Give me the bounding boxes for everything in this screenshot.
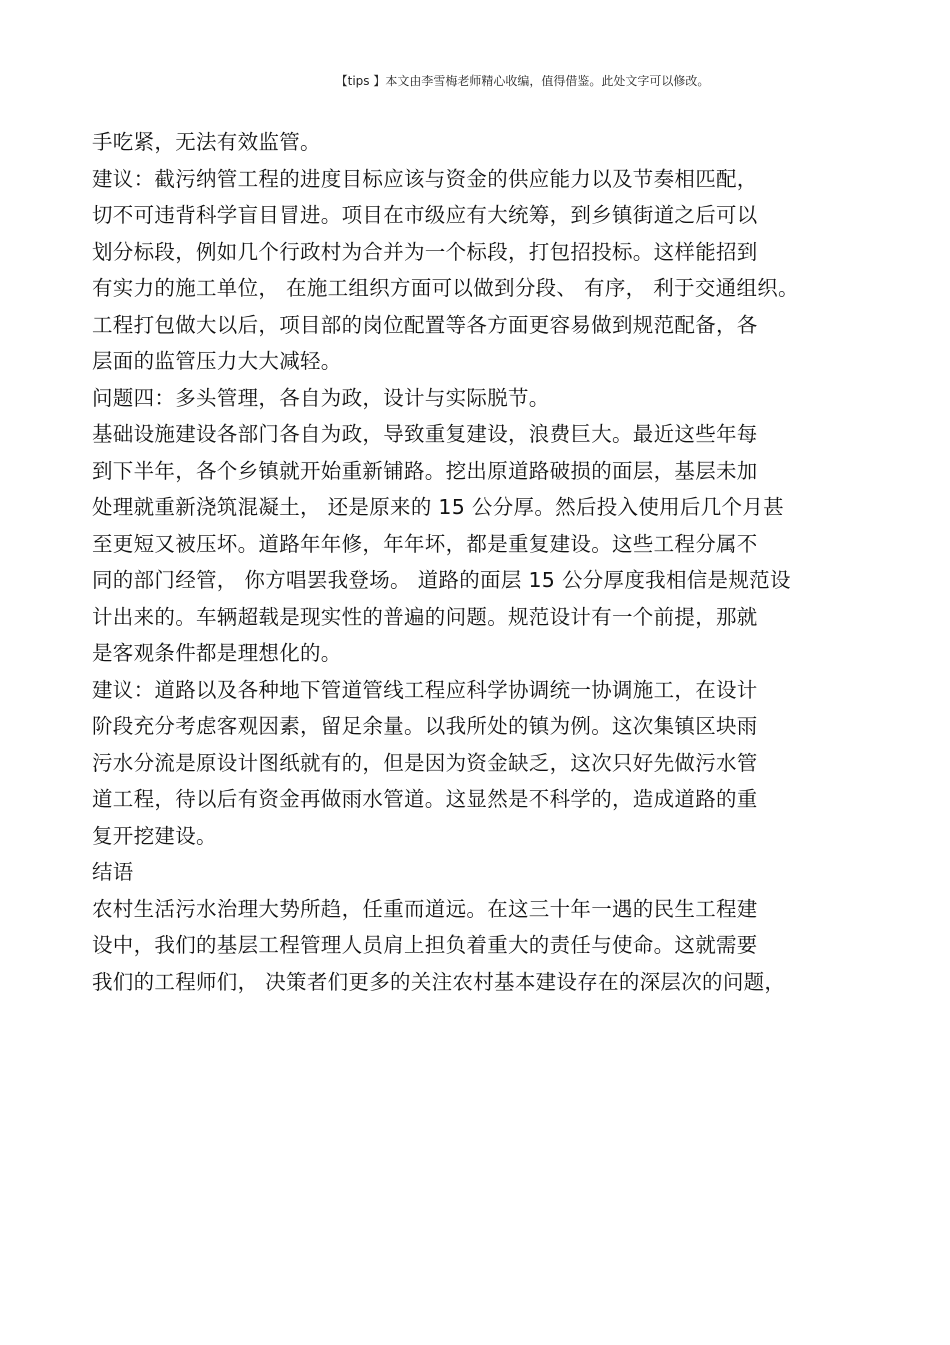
- text-line: 处理就重新浇筑混凝土， 还是原来的 15 公分厚。然后投入使用后几个月甚: [92, 495, 784, 519]
- text-line: 阶段充分考虑客观因素，留足余量。以我所处的镇为例。这次集镇区块雨: [92, 714, 758, 738]
- text-line: 复开挖建设。: [92, 823, 217, 848]
- text-line: 污水分流是原设计图纸就有的，但是因为资金缺乏，这次只好先做污水管: [92, 750, 758, 775]
- text-line: 同的部门经管， 你方唱罢我登场。 道路的面层 15 公分厚度我相信是规范设: [92, 568, 791, 592]
- header-tips-note: 【tips 】本文由李雪梅老师精心收编，值得借鉴。此处文字可以修改。: [335, 74, 710, 88]
- text-line: 计出来的。车辆超载是现实性的普遍的问题。规范设计有一个前提，那就: [92, 604, 758, 629]
- section-heading-problem-four: 问题四：多头管理，各自为政，设计与实际脱节。: [92, 385, 550, 410]
- text-line: 至更短又被压坏。道路年年修，年年坏，都是重复建设。这些工程分属不: [92, 531, 758, 556]
- text-line: 建议：截污纳管工程的进度目标应该与资金的供应能力以及节奏相匹配，: [92, 166, 758, 191]
- text-line: 是客观条件都是理想化的。: [92, 641, 342, 665]
- text-line: 建议：道路以及各种地下管道管线工程应科学协调统一协调施工，在设计: [92, 677, 758, 702]
- text-line: 层面的监管压力大大减轻。: [92, 349, 342, 373]
- text-line: 设中，我们的基层工程管理人员肩上担负着重大的责任与使命。这就需要: [92, 933, 758, 957]
- document-body: [92, 124, 872, 1000]
- text-line: 切不可违背科学盲目冒进。项目在市级应有大统筹，到乡镇街道之后可以: [92, 203, 758, 227]
- text-line: 有实力的施工单位， 在施工组织方面可以做到分段、 有序， 利于交通组织。: [92, 276, 799, 300]
- text-line: 划分标段，例如几个行政村为合并为一个标段，打包招投标。这样能招到: [92, 239, 758, 264]
- text-line: 到下半年，各个乡镇就开始重新铺路。挖出原道路破损的面层，基层未加: [92, 458, 758, 483]
- text-line: 基础设施建设各部门各自为政，导致重复建设，浪费巨大。最近这些年每: [92, 422, 758, 446]
- text-line: 我们的工程师们， 决策者们更多的关注农村基本建设存在的深层次的问题，: [92, 969, 786, 994]
- text-line: 农村生活污水治理大势所趋，任重而道远。在这三十年一遇的民生工程建: [92, 896, 758, 921]
- section-heading-conclusion: 结语: [92, 860, 134, 884]
- text-line: 道工程，待以后有资金再做雨水管道。这显然是不科学的，造成道路的重: [92, 787, 758, 811]
- text-line: 工程打包做大以后，项目部的岗位配置等各方面更容易做到规范配备，各: [92, 312, 758, 337]
- text-line: 手吃紧，无法有效监管。: [92, 130, 321, 154]
